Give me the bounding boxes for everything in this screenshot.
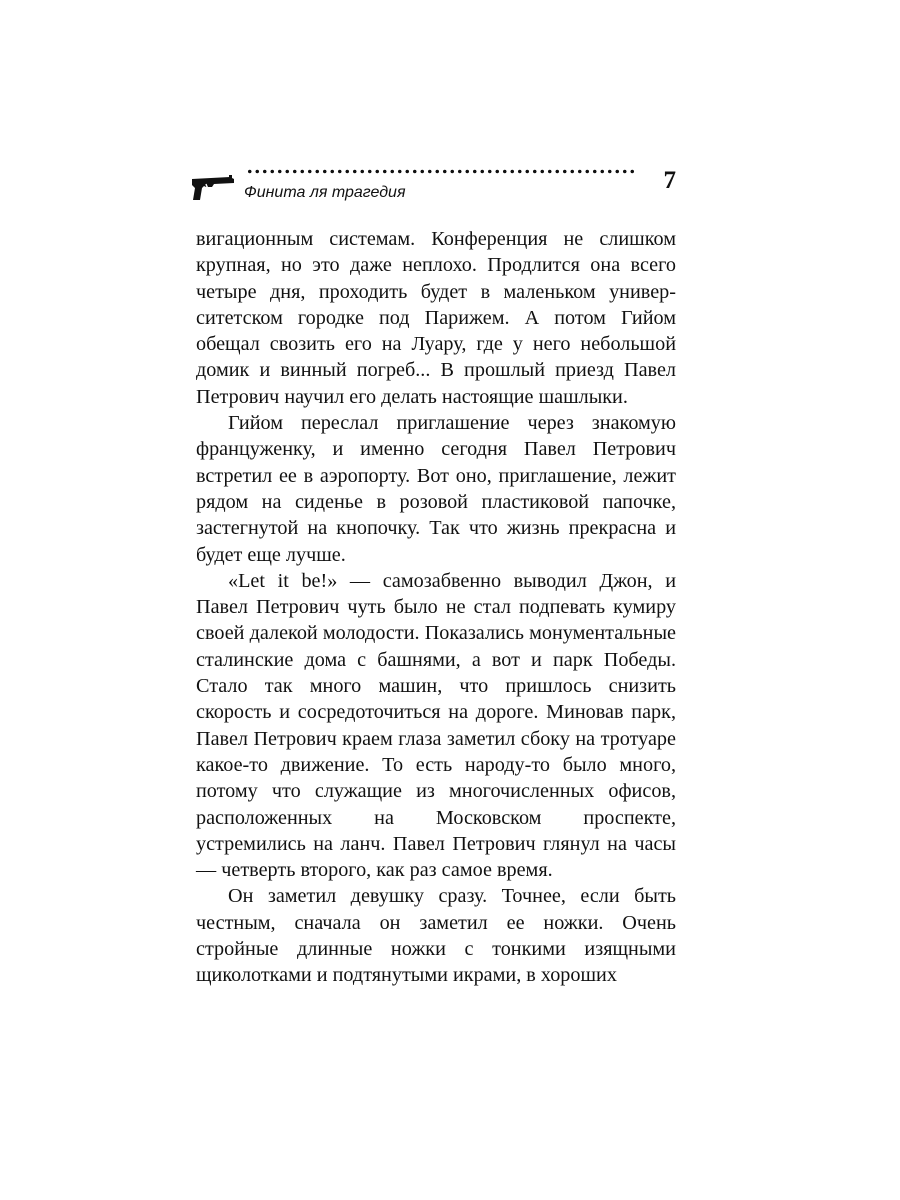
paragraph: вигационным системам. Конференция не слишком крупная, но это даже неплохо. Продлится она всего четыре дня, проходить будет в маленьком университетском городке под Парижем. А потом Гийом обещал свозить его на Луару, где у него небольшой домик и винный погреб... В прошлый приезд Павел Петрович научил его делать настоящие шашлыки. xyxy=(196,228,676,408)
page-number: 7 xyxy=(663,167,676,194)
revolver-icon xyxy=(190,174,236,202)
dotted-rule xyxy=(246,164,634,184)
page-header xyxy=(190,160,676,210)
body-text xyxy=(196,226,676,989)
paragraph: «Let it be!» — самозабвенно выводил Джон, и Павел Петрович чуть было не стал подпевать кумиру своей далекой молодости. Показались монументальные сталинские дома с башнями, а вот и парк Победы. Стало так много машин, что пришлось снизить скорость и сосредоточиться на дороге. Миновав парк, Павел Петрович краем глаза заметил сбоку на тротуаре какое-то движение. То есть народу-то было много, потому что служащие из многочисленных офисов, расположенных на Московском проспекте, устремились на ланч. Павел Петрович глянул на часы — четверть второго, как раз самое время. xyxy=(196,569,676,882)
paragraph: Он заметил девушку сразу. Точнее, если быть честным, сначала он заметил ее ножки. Очень стройные длинные ножки с тонкими изящными щиколотками и подтянутыми икрами, в хороших xyxy=(196,885,676,987)
paragraph: Гийом переслал приглашение через знакомую француженку, и именно сегодня Павел Петрович встретил ее в аэропорту. Вот оно, приглашение, лежит рядом на сиденье в розовой пластиковой папочке, застегнутой на кнопочку. Так что жизнь прекрасна и будет еще лучше. xyxy=(196,412,676,566)
running-title: Финита ля трагедия xyxy=(244,184,406,201)
